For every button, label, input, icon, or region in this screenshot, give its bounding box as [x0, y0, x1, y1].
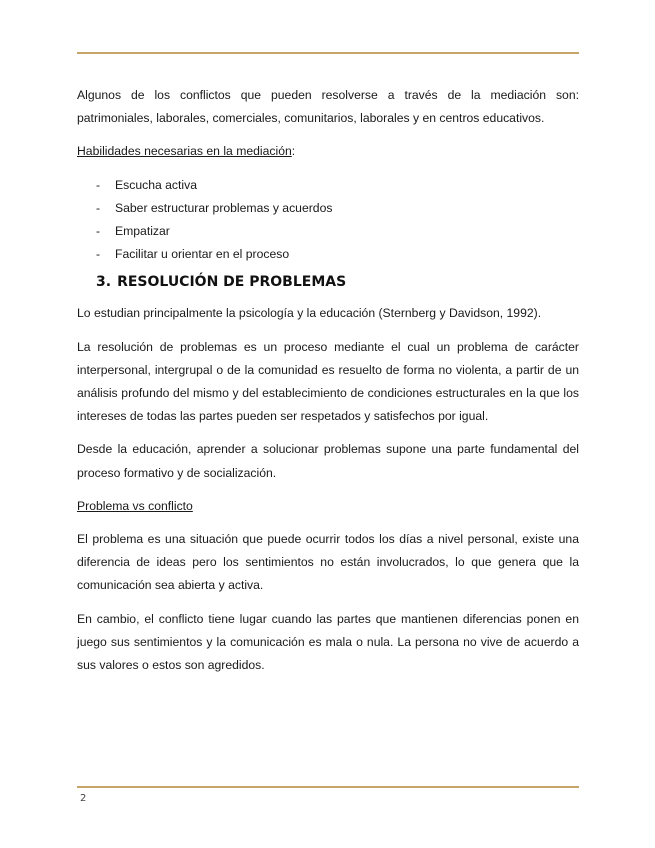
list-item-text: Saber estructurar problemas y acuerdos [115, 200, 333, 215]
skills-list [77, 174, 579, 267]
list-item-text: Facilitar u orientar en el proceso [115, 247, 290, 262]
section-number: 3. [96, 274, 112, 291]
list-item-text: Empatizar [115, 224, 170, 239]
paragraph-conflict: En cambio, el conflicto tiene lugar cuando las partes que mantienen diferencias ponen en juego sus sentimientos y la comunicación es mala o nula. La persona no vive de acuerdo a sus valores o estos son agredidos. [77, 611, 579, 673]
bullet-dash: - [96, 177, 101, 192]
page-content [77, 84, 579, 687]
section-title: RESOLUCIÓN DE PROBLEMAS [117, 274, 347, 291]
paragraph-conflicts: Algunos de los conflictos que pueden resolverse a través de la mediación son: patrimoniales, laborales, comerciales, comunitarios, laborales y en centros educativos. [77, 88, 579, 126]
list-item [77, 243, 579, 266]
list-item-text: Escucha activa [115, 177, 197, 192]
paragraph-definition: La resolución de problemas es un proceso mediante el cual un problema de carácter interpersonal, intergrupal o de la comunidad es resuelto de forma no violenta, a partir de un análisis profundo del mismo y del establecimiento de condiciones estructurales en la que los intereses de todas las partes pueden ser respetados y satisfechos por igual. [77, 339, 579, 424]
bullet-dash: - [96, 247, 101, 262]
paragraph-education: Desde la educación, aprender a solucionar problemas supone una parte fundamental del proceso formativo y de socialización. [77, 442, 579, 480]
skills-heading-colon: : [291, 144, 296, 159]
paragraph-studied-by: Lo estudian principalmente la psicología y la educación (Sternberg y Davidson, 1992). [77, 306, 542, 321]
subtitle-problem-vs-conflict: Problema vs conflicto [77, 498, 193, 513]
page-number: 2 [80, 793, 87, 804]
list-item [77, 197, 579, 220]
footer-rule [77, 786, 579, 788]
bullet-dash: - [96, 200, 101, 215]
list-item [77, 174, 579, 197]
section-heading [96, 270, 579, 294]
bullet-dash: - [96, 224, 101, 239]
skills-heading [77, 140, 579, 163]
list-item [77, 220, 579, 243]
skills-heading-text: Habilidades necesarias en la mediación [77, 144, 292, 159]
header-rule [77, 52, 579, 54]
paragraph-problem: El problema es una situación que puede ocurrir todos los días a nivel personal, existe una diferencia de ideas pero los sentimientos no están involucrados, lo que genera que la comunicación sea abierta y activa. [77, 532, 579, 593]
